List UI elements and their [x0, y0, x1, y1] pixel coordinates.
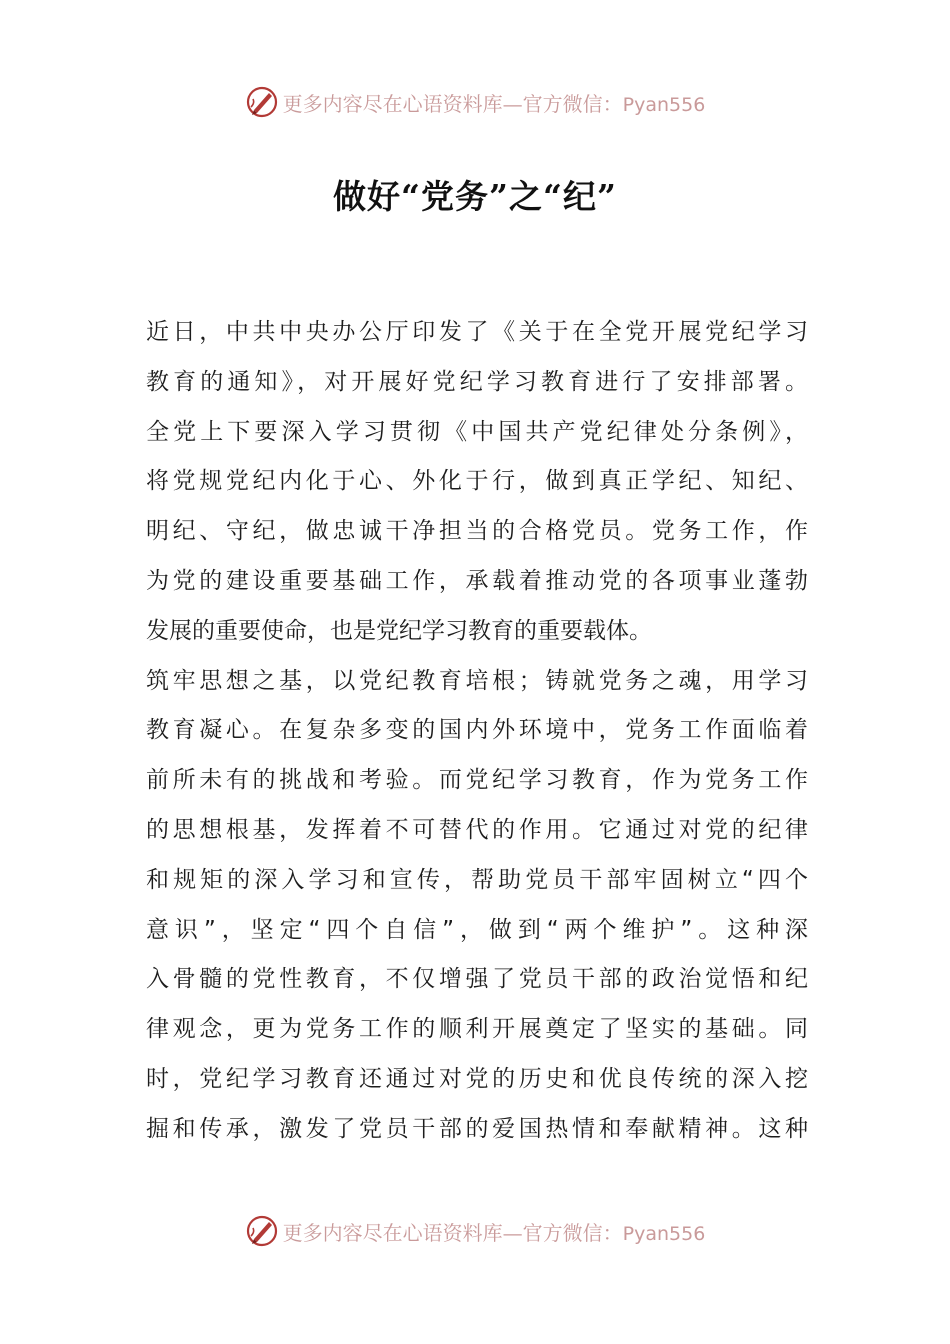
document-title: 做好“党务”之“纪” [333, 177, 617, 216]
body-text-line: 明纪、守纪，做忠诚干净担当的合格党员。党务工作，作 [146, 518, 808, 545]
wechat-id: Pyan556 [622, 1222, 706, 1245]
watermark-text: 更多内容尽在心语资料库—官方微信：Pyan556 [282, 1220, 706, 1245]
footer-watermark [0, 1211, 950, 1251]
header-watermark [0, 82, 950, 122]
body-text-line: 和规矩的深入学习和宣传，帮助党员干部牢固树立“四个 [146, 866, 808, 893]
body-text-line: 教育凝心。在复杂多变的国内外环境中，党务工作面临着 [146, 717, 808, 744]
body-text-line: 律观念，更为党务工作的顺利开展奠定了坚实的基础。同 [146, 1016, 808, 1043]
document-body [146, 308, 808, 1155]
body-text-line: 前所未有的挑战和考验。而党纪学习教育，作为党务工作 [146, 767, 808, 794]
body-text-line: 的思想根基，发挥着不可替代的作用。它通过对党的纪律 [146, 816, 808, 843]
body-text-line: 意识”，坚定“四个自信”，做到“两个维护”。这种深 [146, 916, 808, 943]
pen-logo-icon [245, 1214, 279, 1248]
body-text-line: 教育的通知》，对开展好党纪学习教育进行了安排部署。 [146, 368, 808, 395]
body-text-line: 全党上下要深入学习贯彻《中国共产党纪律处分条例》， [146, 418, 808, 445]
body-text-line: 将党规党纪内化于心、外化于行，做到真正学纪、知纪、 [146, 468, 808, 495]
body-text-line: 发展的重要使命，也是党纪学习教育的重要载体。 [146, 617, 652, 644]
body-text-line: 入骨髓的党性教育，不仅增强了党员干部的政治觉悟和纪 [146, 966, 808, 993]
body-text-line: 近日，中共中央办公厅印发了《关于在全党开展党纪学习 [146, 319, 808, 345]
pen-logo-icon [245, 85, 279, 119]
wechat-id: Pyan556 [622, 93, 706, 116]
body-text-line: 时，党纪学习教育还通过对党的历史和优良传统的深入挖 [146, 1065, 808, 1092]
watermark-text: 更多内容尽在心语资料库—官方微信：Pyan556 [282, 91, 706, 116]
body-text-line: 掘和传承，激发了党员干部的爱国热情和奉献精神。这种 [146, 1115, 808, 1142]
body-text-line: 筑牢思想之基，以党纪教育培根；铸就党务之魂，用学习 [146, 667, 808, 694]
body-text-line: 为党的建设重要基础工作，承载着推动党的各项事业蓬勃 [146, 567, 808, 594]
